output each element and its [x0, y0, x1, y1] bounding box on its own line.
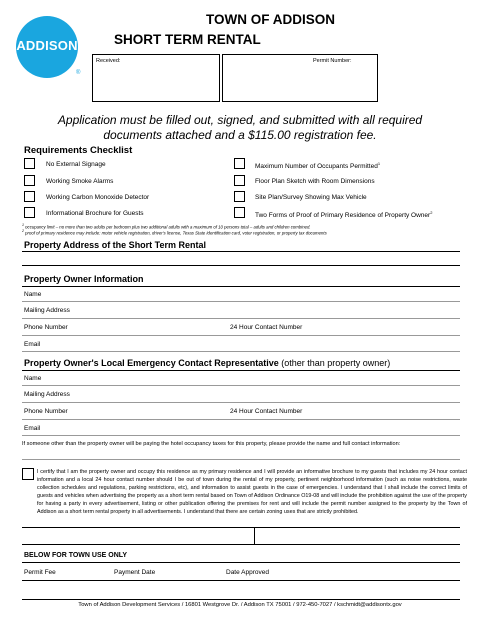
checklist-label: No External Signage: [46, 161, 106, 168]
received-box[interactable]: [92, 54, 220, 102]
divider: [22, 251, 460, 252]
owner-24h-label: 24 Hour Contact Number: [230, 324, 303, 331]
form-title: SHORT TERM RENTAL: [114, 32, 261, 47]
emergency-phone-label: Phone Number: [24, 408, 68, 415]
town-title: TOWN OF ADDISON: [206, 12, 335, 27]
owner-section-title: Property Owner Information: [24, 274, 144, 284]
owner-email-field[interactable]: [22, 351, 460, 352]
checkbox-no-signage[interactable]: [24, 158, 35, 169]
signature-divider: [254, 527, 255, 544]
property-address-title: Property Address of the Short Term Rental: [24, 240, 207, 250]
requirements-title: Requirements Checklist: [24, 145, 133, 156]
emergency-mailing-label: Mailing Address: [24, 391, 70, 398]
addison-logo: [16, 16, 81, 78]
certification-checkbox[interactable]: [22, 468, 34, 480]
owner-name-field[interactable]: [22, 301, 460, 302]
emergency-name-field[interactable]: [22, 385, 460, 386]
checklist-label: Floor Plan Sketch with Room Dimensions: [255, 178, 375, 185]
emergency-email-label: Email: [24, 425, 41, 432]
footnote-2: $^2$ proof of primary residence may include: motor vehicle registration, driver's license, Texas State Identification card, voter registration, or property tax documents: [22, 229, 327, 236]
checklist-label: Site Plan/Survey Showing Max Vehicle: [255, 194, 367, 201]
checklist-label: Maximum Number of Occupants Permitted$^1$: [255, 161, 381, 171]
received-label: Received:: [96, 58, 121, 64]
emergency-mailing-field[interactable]: [22, 402, 460, 403]
owner-name-label: Name: [24, 291, 42, 298]
owner-mailing-label: Mailing Address: [24, 307, 70, 314]
certification-text: I certify that I am the property owner and occupy this residence as my primary residence and I will provide an informative brochure to my guests that includes my 24 hour contact information and a local 24 hour contact number should I be out of town during the rental of my property, pertinent neighborhood information (such as noise restrictions, waste collection schedules and regulations, parking restrictions, etc), and information to assist guests in the case of emergencies. I understand that I shall include the correct limits of guests and vehicles when advertising the property as a short term rental based on Town of Addison Ordinance O19-08 and will include the prohibition against the use of the property for having a party in every advertisement, listing or other publication offering the premises for rent and will include the permit number assigned to the property by the Town of Addison as a short term rental property in all advertisements. I understand that there are certain zoning uses that are strictly prohibited.: [37, 469, 467, 515]
emergency-24h-label: 24 Hour Contact Number: [230, 408, 303, 415]
checklist-label: Working Smoke Alarms: [46, 178, 114, 185]
divider: [22, 527, 460, 528]
footer-divider: [22, 599, 460, 600]
footer-contact: Town of Addison Development Services / 16801 Westgrove Dr. / Addison TX 75001 / 972-450-7027 / kschmidt@addisontx.gov: [78, 602, 402, 608]
divider: [22, 562, 460, 563]
checkbox-max-occupants[interactable]: [234, 158, 245, 169]
payment-date-label: Payment Date: [114, 569, 156, 576]
signature-field[interactable]: [22, 544, 460, 545]
emergency-name-label: Name: [24, 375, 42, 382]
hotel-tax-field[interactable]: [22, 459, 460, 460]
owner-phone-label: Phone Number: [24, 324, 68, 331]
permit-number-label: Permit Number:: [313, 58, 352, 64]
owner-phone-field[interactable]: [22, 335, 460, 336]
checkbox-brochure[interactable]: [24, 207, 35, 218]
emergency-email-field[interactable]: [22, 435, 460, 436]
checkbox-site-plan[interactable]: [234, 191, 245, 202]
divider: [22, 370, 460, 371]
logo-text: ADDISON: [16, 38, 78, 53]
emergency-section-title: Property Owner's Local Emergency Contact Representative (other than property owner): [24, 358, 391, 368]
owner-mailing-field[interactable]: [22, 318, 460, 319]
hotel-tax-note: If someone other than the property owner will be paying the hotel occupancy taxes for this property, please provide the name and full contact information:: [22, 441, 401, 447]
checkbox-floor-plan[interactable]: [234, 175, 245, 186]
date-approved-label: Date Approved: [226, 569, 270, 576]
emergency-phone-field[interactable]: [22, 419, 460, 420]
footnote-1: $^1$ occupancy limit – no more than two adults per bedroom plus two additional adults with a maximum of 10 persons total – adults and children combined.: [22, 223, 311, 230]
town-use-title: BELOW FOR TOWN USE ONLY: [24, 552, 128, 559]
checkbox-smoke-alarms[interactable]: [24, 175, 35, 186]
checkbox-co-detector[interactable]: [24, 191, 35, 202]
permit-fee-label: Permit Fee: [24, 569, 56, 576]
divider: [22, 286, 460, 287]
registered-mark: ®: [76, 70, 81, 76]
permit-number-box[interactable]: [222, 54, 378, 102]
owner-email-label: Email: [24, 341, 41, 348]
checklist-label: Working Carbon Monoxide Detector: [46, 194, 150, 201]
town-use-field[interactable]: [22, 580, 460, 581]
checklist-label: Two Forms of Proof of Primary Residence of Property Owner$^2$: [255, 210, 433, 220]
property-address-field[interactable]: [22, 265, 460, 266]
checklist-label: Informational Brochure for Guests: [46, 210, 144, 217]
application-note: Application must be filled out, signed, and submitted with all required documents attached and a $115.00 registration fee.: [57, 113, 423, 142]
checkbox-proof-residence[interactable]: [234, 207, 245, 218]
